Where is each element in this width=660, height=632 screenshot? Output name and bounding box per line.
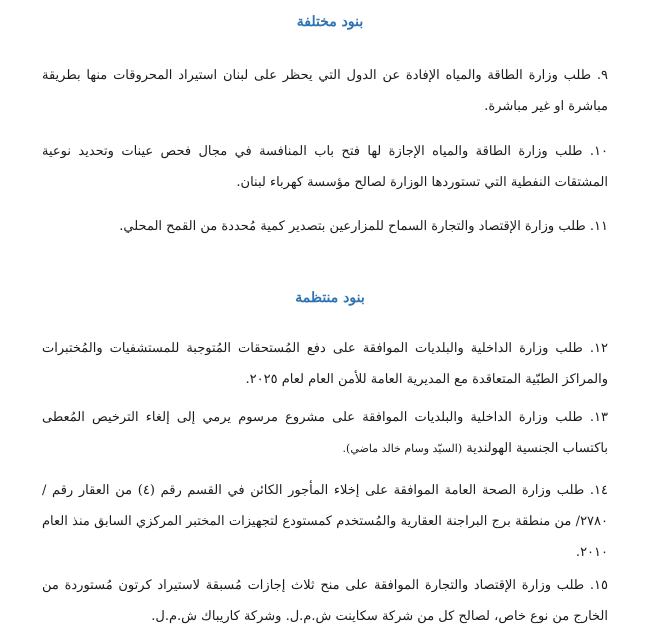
item-number: ١١. <box>589 219 608 234</box>
item-text: طلب وزارة الطاقة والمياه الإفادة عن الدول التي يحظر على لبنان استيراد المحروقات منها بطريقة مباشرة او غير مباشرة. <box>42 68 608 114</box>
list-item-12 <box>42 333 608 395</box>
item-number: ١٠. <box>589 144 608 159</box>
item-number: ١٢. <box>589 341 608 356</box>
section-title-misc: بنود مختلفة <box>296 14 364 30</box>
item-number: ١٣. <box>589 410 608 425</box>
item-text: طلب وزارة الداخلية والبلديات الموافقة على مشروع مرسوم يرمي إلى إلغاء الترخيص المُعطى باكتساب الجنسية الهولندية <box>42 410 608 456</box>
item-note: (السيّد وسام خالد ماضي). <box>342 442 463 455</box>
list-item-10 <box>42 136 608 198</box>
item-number: ١٥. <box>589 578 608 593</box>
list-item-14 <box>42 475 608 568</box>
list-item-13 <box>42 402 608 464</box>
list-item-11 <box>42 211 608 242</box>
item-text: طلب وزارة الصحة العامة الموافقة على إخلاء المأجور الكائن في القسم رقم (٤) من العقار رقم /٢٧٨٠/ من منطقة برج البراجنة العقارية والمُستخدم كمستودع لتجهيزات المختبر المركزي السابق منذ العام ٢٠١٠. <box>42 483 608 560</box>
item-text: طلب وزارة الطاقة والمياه الإجازة لها فتح باب المنافسة في مجال فحص عينات وتحديد نوعية المشتقات النفطية التي تستوردها الوزارة لصالح مؤسسة كهرباء لبنان. <box>42 144 608 190</box>
item-text: طلب وزارة الإقتصاد والتجارة السماح للمزارعين بتصدير كمية مُحددة من القمح المحلي. <box>119 219 586 234</box>
item-text: طلب وزارة الداخلية والبلديات الموافقة على دفع المُستحقات المُتوجبة للمستشفيات والمُختبرات والمراكز الطبّية المتعاقدة مع المديرية العامة للأمن العام لعام ٢٠٢٥. <box>42 341 608 387</box>
list-item-9 <box>42 60 608 122</box>
section-title-regular: بنود منتظمة <box>295 290 365 306</box>
item-number: ١٤. <box>589 483 608 498</box>
list-item-15 <box>42 570 608 632</box>
item-number: ٩. <box>596 68 608 83</box>
item-text: طلب وزارة الإقتصاد والتجارة الموافقة على منح ثلاث إجازات مُسبقة لاستيراد كرتون مُستوردة من الخارج من نوع خاص، لصالح كل من شركة سكاينت ش.م.ل. وشركة كاريباك ش.م.ل. <box>42 578 608 624</box>
